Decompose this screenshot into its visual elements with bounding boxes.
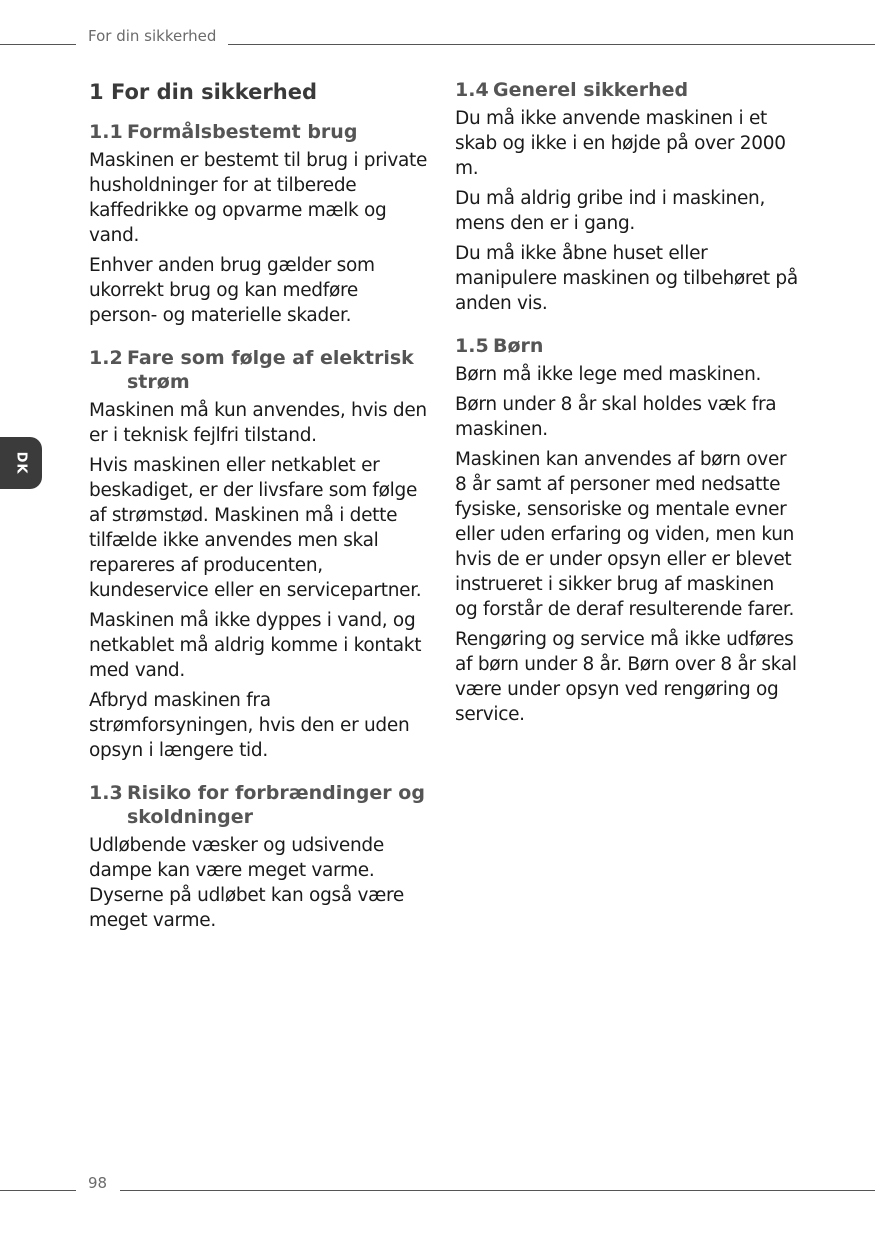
paragraph: Afbryd maskinen fra strømforsyningen, hvis den er uden opsyn i længere tid.	[89, 690, 410, 761]
section-1-1-heading	[89, 120, 429, 144]
section-number: 1.4	[455, 79, 489, 101]
section-title: Børn	[493, 335, 544, 357]
section-number: 1.2	[89, 347, 123, 369]
section-1-heading	[89, 78, 429, 106]
section-number: 1.5	[455, 335, 489, 357]
section-1-3-heading	[89, 781, 429, 829]
paragraph: Maskinen kan anvendes af børn over 8 år samt af personer med nedsatte fysiske, sensoriske og mentale evner eller uden erfaring og viden, men kun hvis de er under opsyn eller er blevet instrueret i sikker brug af maskinen og forstår de deraf resulterende farer.	[455, 449, 795, 620]
footer-rule-left	[0, 1190, 76, 1191]
page-number: 98	[88, 1174, 108, 1192]
section-1-2-heading	[89, 346, 429, 394]
section-title: Generel sikkerhed	[493, 79, 689, 101]
section-1-5-heading	[455, 334, 800, 358]
running-header: For din sikkerhed	[88, 27, 217, 45]
paragraph: Du må ikke anvende maskinen i et skab og ikke i en højde på over 2000 m.	[455, 108, 786, 179]
paragraph: Rengøring og service må ikke udføres af børn under 8 år. Børn over 8 år skal være under opsyn ved rengøring og service.	[455, 629, 797, 725]
paragraph: Maskinen må kun anvendes, hvis den er i teknisk fejlfri tilstand.	[89, 400, 427, 446]
paragraph: Du må ikke åbne huset eller manipulere maskinen og tilbehøret på anden vis.	[455, 243, 798, 314]
footer-rule-right	[120, 1190, 875, 1191]
section-title: Fare som følge af elektrisk strøm	[127, 347, 414, 393]
section-number: 1.3	[89, 782, 123, 804]
paragraph: Enhver anden brug gælder som ukorrekt brug og kan medføre person- og materielle skader.	[89, 255, 375, 326]
section-title: Formålsbestemt brug	[127, 121, 358, 143]
paragraph: Du må aldrig gribe ind i maskinen, mens den er i gang.	[455, 188, 766, 234]
header-rule-right	[228, 44, 875, 45]
left-column	[89, 78, 429, 938]
section-1-4-heading	[455, 78, 800, 102]
right-column	[455, 78, 800, 732]
paragraph: Børn under 8 år skal holdes væk fra maskinen.	[455, 394, 777, 440]
section-number: 1	[89, 80, 104, 104]
header-rule-left	[0, 44, 76, 45]
paragraph: Hvis maskinen eller netkablet er beskadiget, er der livsfare som følge af strømstød. Maskinen må i dette tilfælde ikke anvendes men skal repareres af producenten, kundeservice eller en servicepartner.	[89, 455, 422, 601]
language-tab-label: DK	[13, 451, 29, 475]
language-tab	[0, 437, 42, 489]
paragraph: Børn må ikke lege med maskinen.	[455, 364, 762, 385]
section-number: 1.1	[89, 121, 123, 143]
paragraph: Udløbende væsker og udsivende dampe kan være meget varme. Dyserne på udløbet kan også være meget varme.	[89, 835, 404, 931]
section-title: For din sikkerhed	[111, 80, 317, 104]
paragraph: Maskinen må ikke dyppes i vand, og netkablet må aldrig komme i kontakt med vand.	[89, 610, 422, 681]
section-title: Risiko for forbrændinger og skoldninger	[127, 782, 425, 828]
paragraph: Maskinen er bestemt til brug i private husholdninger for at tilberede kaffedrikke og opvarme mælk og vand.	[89, 150, 428, 246]
